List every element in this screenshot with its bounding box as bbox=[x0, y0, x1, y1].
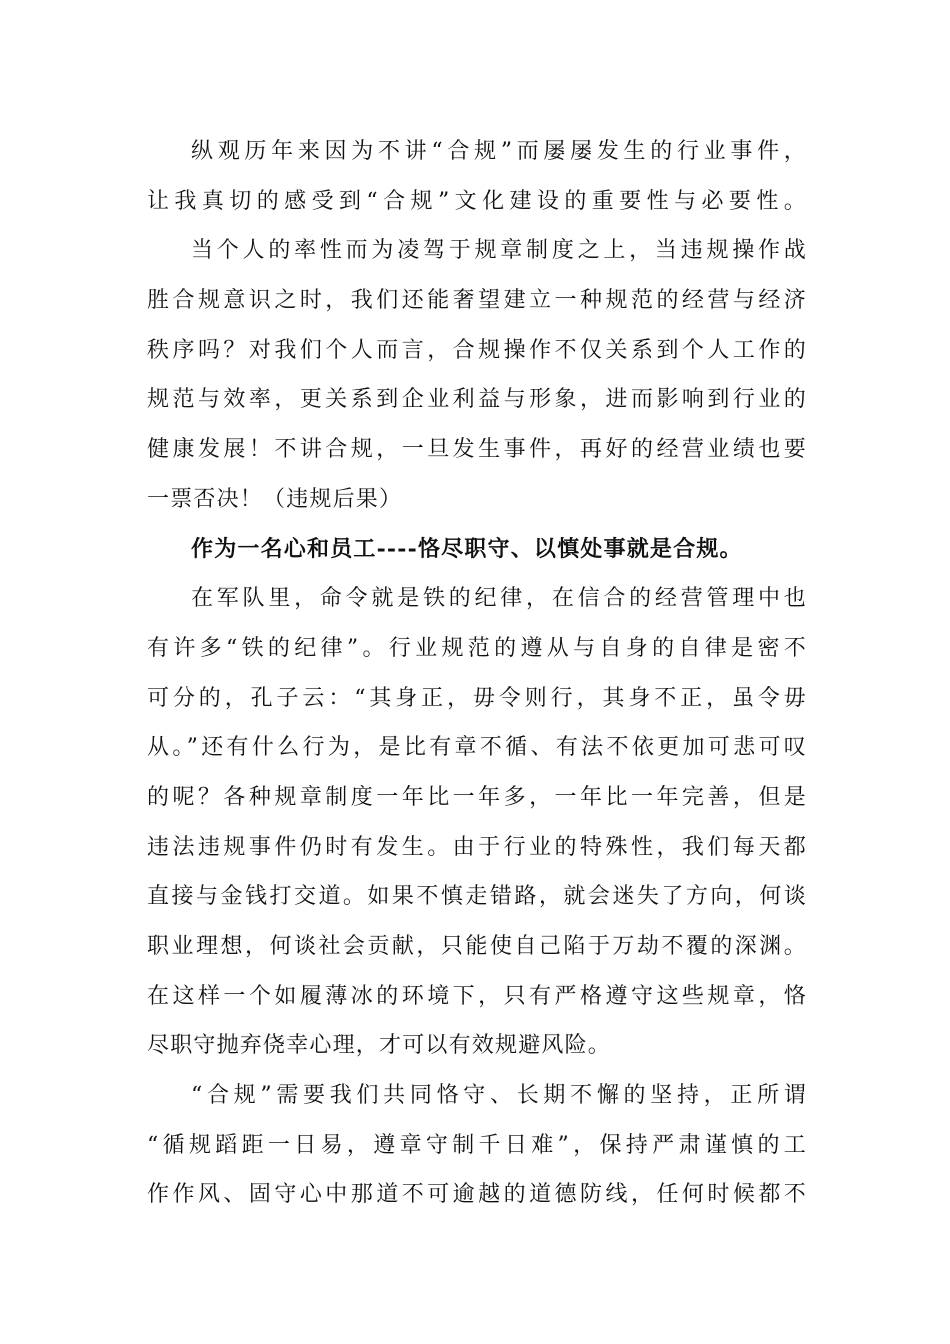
text-line: 规范与效率，更关系到企业利益与形象，进而影响到行业的 bbox=[147, 387, 807, 413]
text-line: 秩序吗？对我们个人而言，合规操作不仅关系到个人工作的 bbox=[147, 337, 807, 363]
text-line: 职业理想，何谈社会贡献，只能使自己陷于万劫不覆的深渊。 bbox=[147, 934, 807, 959]
text-line: 当个人的率性而为凌驾于规章制度之上，当违规操作战 bbox=[191, 238, 807, 264]
text-line: 胜合规意识之时，我们还能奢望建立一种规范的经营与经济 bbox=[147, 288, 807, 314]
text-line: 在军队里，命令就是铁的纪律，在信合的经营管理中也 bbox=[191, 586, 807, 612]
text-line: 在这样一个如履薄冰的环境下，只有严格遵守这些规章，恪 bbox=[147, 983, 807, 1009]
text-line: 纵观历年来因为不讲“合规”而屡屡发生的行业事件， bbox=[191, 139, 807, 164]
text-line: 作作风、固守心中那道不可逾越的道德防线，任何时候都不 bbox=[147, 1182, 807, 1208]
text-line: 让我真切的感受到“合规”文化建设的重要性与必要性。 bbox=[147, 188, 807, 214]
text-line: 健康发展！不讲合规，一旦发生事件，再好的经营业绩也要 bbox=[147, 437, 807, 463]
text-line: 违法违规事件仍时有发生。由于行业的特殊性，我们每天都 bbox=[147, 834, 807, 860]
text-line: 直接与金钱打交道。如果不慎走错路，就会迷失了方向，何谈 bbox=[147, 884, 807, 910]
text-line: 从。”还有什么行为，是比有章不循、有法不依更加可悲可叹 bbox=[147, 735, 807, 761]
body-text bbox=[147, 127, 807, 1220]
text-line: 有许多“铁的纪律”。行业规范的遵从与自身的自律是密不 bbox=[147, 635, 807, 661]
text-line: 尽职守抛弃侥幸心理，才可以有效规避风险。 bbox=[147, 1033, 612, 1059]
text-line: “合规”需要我们共同恪守、长期不懈的坚持，正所谓 bbox=[191, 1083, 807, 1109]
section-heading: 作为一名心和员工----恪尽职守、以慎处事就是合规。 bbox=[191, 535, 743, 562]
text-line: “循规蹈距一日易，遵章守制千日难”，保持严肃谨慎的工 bbox=[147, 1132, 807, 1158]
text-line: 一票否决！（违规后果） bbox=[147, 486, 403, 512]
text-line: 的呢？各种规章制度一年比一年多，一年比一年完善，但是 bbox=[147, 784, 807, 810]
text-line: 可分的，孔子云：“其身正，毋令则行，其身不正，虽令毋 bbox=[147, 685, 807, 711]
